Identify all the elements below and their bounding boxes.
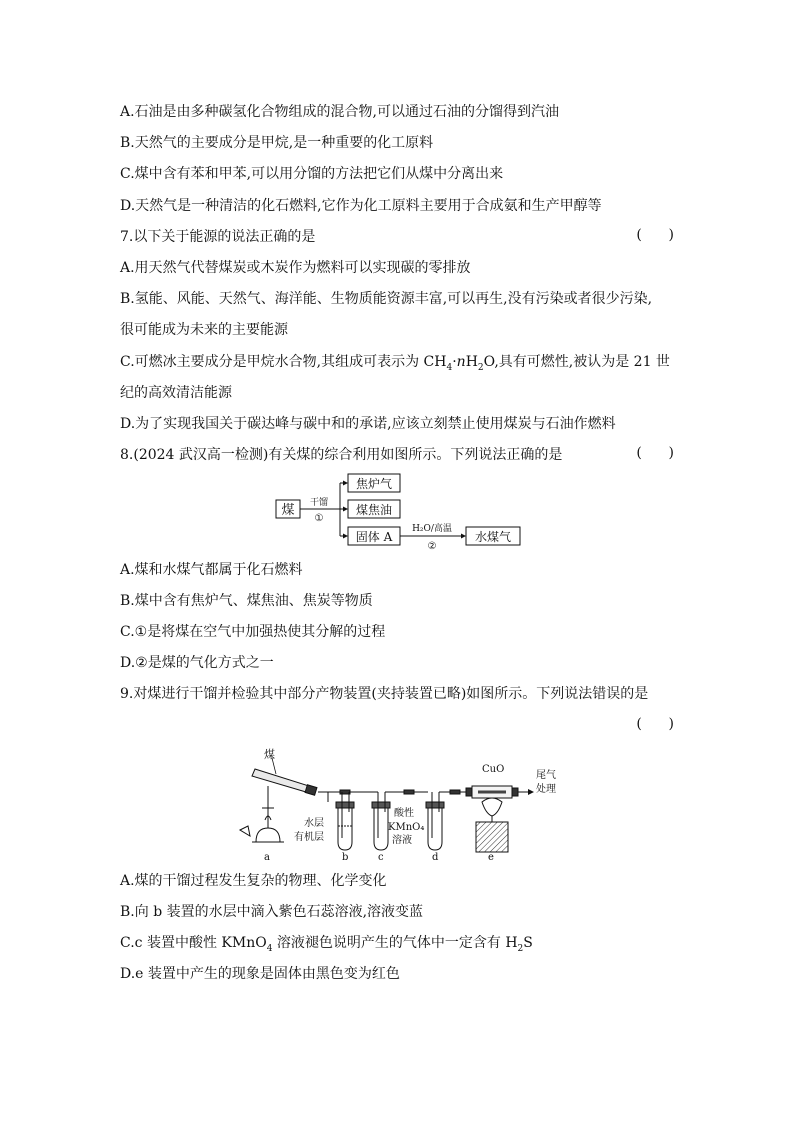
q9-apparatus-d (426, 790, 472, 850)
q7-c-text-pre: C.可燃冰主要成分是甲烷水合物,其组成可表示为 CH (120, 354, 447, 370)
q8-process2-top: H₂O/高温 (412, 524, 452, 534)
q9-label-b: b (342, 852, 349, 862)
q8-product2-label: 煤焦油 (355, 503, 393, 517)
q8-product1-label: 焦炉气 (355, 477, 393, 491)
q9-option-a: A.煤的干馏过程发生复杂的物理、化学变化 (120, 873, 387, 889)
q9-c-sub2: 2 (517, 943, 524, 954)
q6-option-b: B.天然气的主要成分是甲烷,是一种重要的化工原料 (120, 135, 434, 151)
q8-coal-label: 煤 (281, 503, 295, 518)
q6-option-d: D.天然气是一种清洁的化石燃料,它作为化工原料主要用于合成氨和生产甲醇等 (120, 198, 602, 214)
q9-label-a: a (264, 852, 270, 862)
q9-label-d: d (432, 852, 439, 862)
q8-option-b: B.煤中含有焦炉气、煤焦油、焦炭等物质 (120, 593, 373, 609)
q7-c-sub2: 2 (477, 362, 484, 373)
q8-stem: 8.(2024 武汉高一检测)有关煤的综合利用如图所示。下列说法正确的是 (120, 447, 563, 463)
q7-option-a: A.用天然气代替煤炭或木炭作为燃料可以实现碳的零排放 (120, 260, 471, 276)
q8-coal-utilization-diagram (270, 470, 530, 552)
q9-tail-gas-label-1: 尾气 (536, 770, 556, 781)
q8-process1-bottom: ① (314, 513, 324, 524)
q7-c-sub4: 4 (446, 362, 453, 373)
q9-cuo-label: CuO (482, 764, 505, 775)
q7-option-c-line2: 纪的高效清洁能源 (120, 385, 232, 401)
q7-option-b-line2: 很可能成为未来的主要能源 (120, 322, 288, 338)
q9-answer-paren: ( ) (636, 716, 674, 732)
q9-apparatus-figure (228, 746, 558, 862)
q7-c-dot: · (452, 354, 457, 370)
q8-option-a: A.煤和水煤气都属于化石燃料 (120, 562, 303, 578)
q8-option-d: D.②是煤的气化方式之一 (120, 655, 274, 671)
q7-stem-text: 7.以下关于能源的说法正确的是 (120, 229, 316, 245)
q9-c-text-mid: 溶液褪色说明产生的气体中一定含有 H (272, 935, 518, 951)
q8-process2-bottom: ② (427, 541, 437, 552)
q9-water-layer-label: 水层 (304, 818, 324, 829)
q9-organic-layer-label: 有机层 (294, 832, 324, 843)
q8-product4-label: 水煤气 (474, 530, 512, 544)
q9-solution-label: 溶液 (392, 835, 412, 846)
q9-label-c: c (378, 852, 384, 862)
q8-answer-paren: ( ) (636, 445, 674, 461)
q9-label-e: e (488, 852, 494, 862)
q9-c-sub4: 4 (266, 943, 273, 954)
q9-apparatus-b (336, 792, 378, 850)
q9-tail-gas-label-2: 处理 (536, 784, 556, 795)
q7-option-d: D.为了实现我国关于碳达峰与碳中和的承诺,应该立刻禁止使用煤炭与石油作燃料 (120, 416, 616, 432)
q7-c-n: n (456, 354, 466, 370)
q7-option-b-line1: B.氢能、风能、天然气、海洋能、生物质能资源丰富,可以再生,没有污染或者很少污染, (120, 291, 653, 307)
q7-c-h: H (465, 354, 478, 370)
q9-option-d: D.e 装置中产生的现象是固体由黑色变为红色 (120, 966, 400, 982)
q7-stem (120, 227, 676, 247)
q9-option-c (120, 933, 676, 959)
q7-c-text-post: O,具有可燃性,被认为是 21 世 (483, 354, 670, 370)
q8-product3-label: 固体 A (355, 530, 393, 544)
q6-option-a: A.石油是由多种碳氢化合物组成的混合物,可以通过石油的分馏得到汽油 (120, 104, 560, 120)
q7-option-c-line1 (120, 352, 676, 378)
q9-c-text-post: S (523, 935, 533, 951)
q8-option-c: C.①是将煤在空气中加强热使其分解的过程 (120, 624, 386, 640)
q9-apparatus-e (466, 786, 528, 852)
q9-option-b: B.向 b 装置的水层中滴入紫色石蕊溶液,溶液变蓝 (120, 904, 424, 920)
q9-c-text-pre: C.c 装置中酸性 KMnO (120, 935, 267, 951)
q9-acidic-label: 酸性 (394, 808, 414, 819)
q7-answer-paren: ( ) (636, 227, 674, 243)
q9-coal-label: 煤 (264, 748, 275, 761)
q6-option-c: C.煤中含有苯和甲苯,可以用分馏的方法把它们从煤中分离出来 (120, 166, 504, 182)
q8-process1-top: 干馏 (309, 498, 329, 508)
q9-kmno4-label: KMnO₄ (388, 822, 425, 833)
q9-stem: 9.对煤进行干馏并检验其中部分产物装置(夹持装置已略)如图所示。下列说法错误的是 (120, 686, 649, 702)
